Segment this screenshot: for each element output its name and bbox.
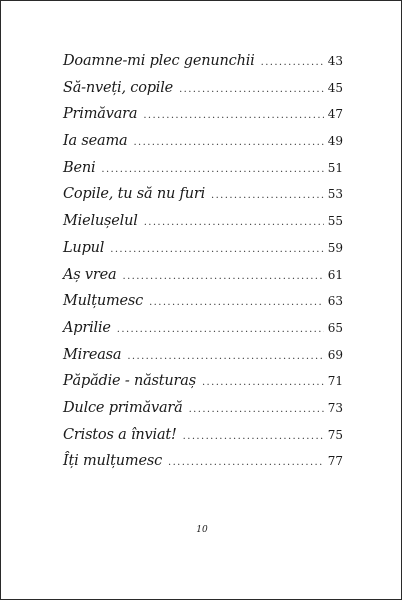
toc-entry xyxy=(63,427,343,454)
toc-entry-title: Mulțumesc xyxy=(63,293,144,310)
toc-dot-leader xyxy=(179,84,324,95)
toc-entry xyxy=(63,453,343,480)
toc-dot-leader xyxy=(149,297,324,308)
toc-entry-page: 77 xyxy=(327,454,343,469)
toc-entry-page: 43 xyxy=(327,54,343,68)
toc-entry-title: Să-nveți, copile xyxy=(63,79,174,96)
toc-entry-title: Îți mulțumesc xyxy=(63,453,162,470)
toc-dot-leader xyxy=(211,190,324,201)
toc-entry xyxy=(63,240,343,267)
toc-entry-title: Dulce primăvară xyxy=(63,399,183,416)
toc-entry-title: Păpădie - năsturaș xyxy=(63,373,196,390)
toc-entry xyxy=(63,133,343,160)
toc-entry-page: 51 xyxy=(327,160,343,175)
toc-entry-title: Mielușelul xyxy=(63,213,138,230)
toc-entry-page: 65 xyxy=(327,320,343,335)
toc-entry-page: 73 xyxy=(327,400,343,415)
toc-dot-leader xyxy=(122,271,323,282)
toc-entry xyxy=(63,373,343,400)
toc-entry-title: Doamne-mi plec genunchii xyxy=(63,53,255,69)
toc-entry xyxy=(63,80,343,107)
toc-entry-page: 49 xyxy=(327,134,343,149)
toc-entry xyxy=(63,213,343,240)
toc-dot-leader xyxy=(168,457,324,468)
toc-entry-page: 47 xyxy=(327,107,343,122)
toc-entry-title: Aprilie xyxy=(63,319,111,336)
toc-entry-title: Aș vrea xyxy=(63,266,117,283)
toc-entry-title: Mireasa xyxy=(63,346,122,363)
toc-entry-page: 61 xyxy=(327,267,343,282)
toc-entry xyxy=(63,320,343,347)
toc-dot-leader xyxy=(261,57,324,68)
toc-dot-leader xyxy=(133,137,323,148)
toc-entry-title: Beni xyxy=(63,159,96,176)
table-of-contents xyxy=(63,53,343,480)
toc-entry xyxy=(63,53,343,80)
toc-entry xyxy=(63,267,343,294)
toc-entry xyxy=(63,186,343,213)
toc-entry-page: 71 xyxy=(327,374,343,389)
toc-entry-page: 55 xyxy=(327,214,343,229)
toc-entry-page: 59 xyxy=(327,240,343,255)
toc-entry-page: 75 xyxy=(327,427,343,442)
toc-dot-leader xyxy=(202,377,324,388)
toc-entry-title: Ia seama xyxy=(63,133,128,150)
toc-entry xyxy=(63,400,343,427)
toc-entry-page: 69 xyxy=(327,347,343,362)
toc-entry-title: Copile, tu să nu furi xyxy=(63,186,206,203)
toc-entry xyxy=(63,293,343,320)
toc-entry-page: 45 xyxy=(327,80,343,95)
toc-dot-leader xyxy=(110,244,323,255)
page-number: 10 xyxy=(196,525,208,535)
toc-dot-leader xyxy=(189,404,324,415)
toc-entry-title: Cristos a înviat! xyxy=(63,426,177,443)
toc-dot-leader xyxy=(144,217,324,228)
toc-entry xyxy=(63,347,343,374)
toc-entry-title: Lupul xyxy=(63,239,105,256)
toc-dot-leader xyxy=(143,110,323,121)
toc-entry-title: Primăvara xyxy=(63,106,138,123)
toc-entry xyxy=(63,160,343,187)
toc-entry-page: 63 xyxy=(327,294,343,309)
toc-dot-leader xyxy=(117,324,324,335)
toc-dot-leader xyxy=(127,351,323,362)
toc-dot-leader xyxy=(101,164,323,175)
toc-entry-page: 53 xyxy=(327,187,343,202)
toc-entry xyxy=(63,106,343,133)
toc-dot-leader xyxy=(183,431,324,442)
